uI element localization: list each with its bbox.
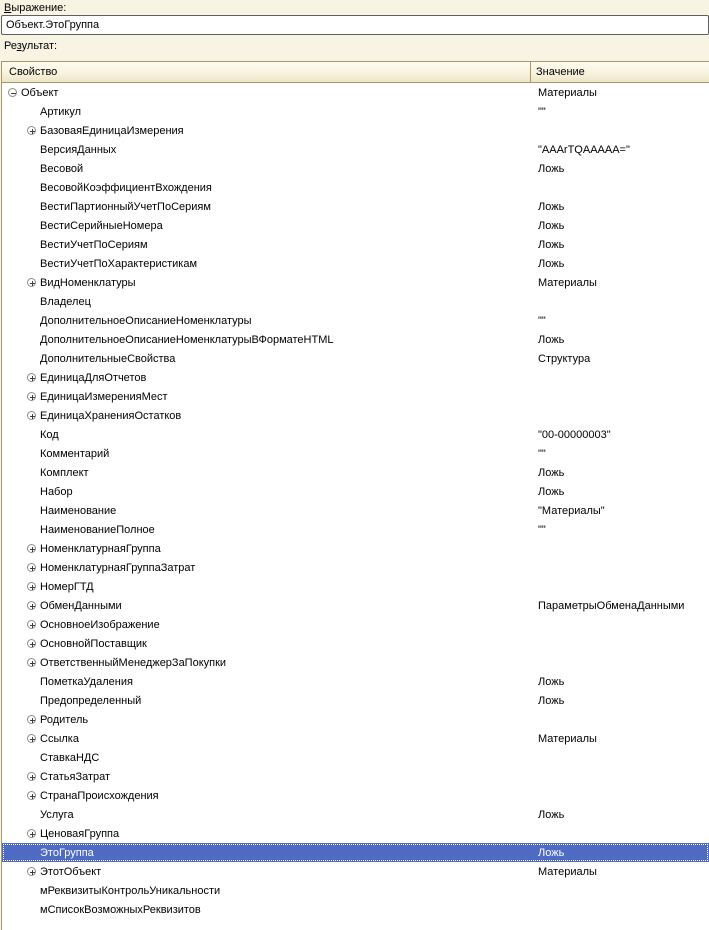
property-name: ОтветственныйМенеджерЗаПокупки — [40, 656, 227, 669]
table-row[interactable] — [2, 235, 709, 254]
value-cell: Материалы — [538, 86, 597, 99]
property-cell — [2, 349, 532, 368]
grid-body — [2, 83, 709, 930]
expand-icon[interactable] — [27, 582, 36, 591]
property-name: ВестиПартионныйУчетПоСериям — [40, 200, 211, 213]
expand-icon[interactable] — [27, 867, 36, 876]
property-name: ВесовойКоэффициентВхождения — [40, 181, 212, 194]
property-name: Артикул — [40, 105, 82, 118]
value-cell: Ложь — [538, 219, 565, 232]
table-row[interactable] — [2, 691, 709, 710]
result-property-tree — [1, 61, 709, 930]
expression-input[interactable] — [1, 15, 709, 35]
property-name: БазоваяЕдиницаИзмерения — [40, 124, 184, 137]
table-row[interactable] — [2, 615, 709, 634]
property-cell — [2, 444, 532, 463]
property-name: ЕдиницаИзмеренияМест — [40, 390, 168, 403]
value-cell: "" — [538, 523, 546, 536]
property-cell — [2, 292, 532, 311]
table-row[interactable] — [2, 539, 709, 558]
expand-icon[interactable] — [27, 829, 36, 838]
property-cell — [2, 596, 532, 615]
property-name: Родитель — [40, 713, 89, 726]
value-cell: Ложь — [538, 675, 565, 688]
expand-icon[interactable] — [27, 734, 36, 743]
table-row[interactable] — [2, 216, 709, 235]
property-cell — [2, 178, 532, 197]
property-cell — [2, 520, 532, 539]
property-name: Услуга — [40, 808, 74, 821]
table-row[interactable] — [2, 368, 709, 387]
expand-icon[interactable] — [27, 639, 36, 648]
expand-icon[interactable] — [27, 544, 36, 553]
value-cell: "" — [538, 314, 546, 327]
expand-icon[interactable] — [27, 392, 36, 401]
table-row[interactable] — [2, 330, 709, 349]
property-name: ОбменДанными — [40, 599, 122, 612]
value-cell: Ложь — [538, 694, 565, 707]
expand-icon[interactable] — [27, 601, 36, 610]
property-cell — [2, 387, 532, 406]
table-row[interactable] — [2, 83, 709, 102]
expand-icon[interactable] — [27, 411, 36, 420]
property-cell — [2, 691, 532, 710]
property-name: ВидНоменклатуры — [40, 276, 136, 289]
property-name: Комментарий — [40, 447, 110, 460]
value-cell: Ложь — [538, 485, 565, 498]
value-cell: "" — [538, 447, 546, 460]
property-name: НоменклатурнаяГруппаЗатрат — [40, 561, 196, 574]
value-cell: "Материалы" — [538, 504, 605, 517]
table-row[interactable] — [2, 482, 709, 501]
property-name: НаименованиеПолное — [40, 523, 155, 536]
column-header-property[interactable]: Свойство — [2, 62, 531, 82]
value-cell: Ложь — [538, 200, 565, 213]
property-name: СтатьяЗатрат — [40, 770, 111, 783]
table-row[interactable] — [2, 672, 709, 691]
table-row[interactable] — [2, 463, 709, 482]
property-cell — [2, 159, 532, 178]
property-name: Наименование — [40, 504, 117, 517]
collapse-icon[interactable] — [8, 88, 17, 97]
property-cell — [2, 805, 532, 824]
property-name: ВестиУчетПоСериям — [40, 238, 148, 251]
value-cell: Материалы — [538, 276, 597, 289]
value-cell: "AAArTQAAAAA=" — [538, 143, 630, 156]
table-row[interactable] — [2, 881, 709, 900]
table-row[interactable] — [2, 710, 709, 729]
column-header-value[interactable]: Значение — [536, 66, 585, 78]
table-row[interactable] — [2, 577, 709, 596]
property-name: ЕдиницаХраненияОстатков — [40, 409, 182, 422]
table-row[interactable] — [2, 596, 709, 615]
property-cell — [2, 539, 532, 558]
property-name: ОсновноеИзображение — [40, 618, 160, 631]
grid-header-row — [2, 61, 709, 83]
property-cell — [2, 729, 532, 748]
table-row[interactable] — [2, 121, 709, 140]
expression-label — [4, 2, 66, 15]
table-row[interactable] — [2, 805, 709, 824]
expand-icon[interactable] — [27, 126, 36, 135]
result-label — [4, 40, 57, 53]
property-cell — [2, 102, 532, 121]
property-name: ДополнительноеОписаниеНоменклатурыВФорматеHTML — [40, 333, 334, 346]
table-row[interactable] — [2, 311, 709, 330]
expression-input-value: Объект.ЭтоГруппа — [6, 19, 100, 31]
value-cell: Структура — [538, 352, 591, 365]
table-row[interactable] — [2, 178, 709, 197]
property-cell — [2, 406, 532, 425]
property-cell — [2, 121, 532, 140]
value-cell: Ложь — [538, 162, 565, 175]
property-cell — [2, 672, 532, 691]
result-label-text: ультат: — [21, 40, 58, 52]
property-cell — [2, 235, 532, 254]
table-row[interactable] — [2, 748, 709, 767]
table-row[interactable] — [2, 786, 709, 805]
value-cell: Ложь — [538, 238, 565, 251]
expression-label-text: ыражение: — [11, 2, 67, 14]
table-row[interactable] — [2, 254, 709, 273]
property-name: ЦеноваяГруппа — [40, 827, 120, 840]
property-cell — [2, 615, 532, 634]
table-row[interactable] — [2, 444, 709, 463]
property-cell — [2, 501, 532, 520]
table-row[interactable] — [2, 729, 709, 748]
table-row[interactable] — [2, 501, 709, 520]
table-row[interactable] — [2, 653, 709, 672]
property-name: Владелец — [40, 295, 91, 308]
table-row[interactable] — [2, 843, 709, 862]
property-name: Весовой — [40, 162, 84, 175]
property-name: ЭтотОбъект — [40, 865, 102, 878]
property-cell — [2, 786, 532, 805]
table-row[interactable] — [2, 634, 709, 653]
property-name: НоменклатурнаяГруппа — [40, 542, 161, 555]
property-cell — [2, 273, 532, 292]
property-cell — [2, 425, 532, 444]
property-name: мСписокВозможныхРеквизитов — [40, 903, 201, 916]
property-cell — [2, 748, 532, 767]
value-cell: Ложь — [538, 333, 565, 346]
table-row[interactable] — [2, 159, 709, 178]
table-row[interactable] — [2, 767, 709, 786]
property-name: СтранаПроисхождения — [40, 789, 159, 802]
expand-icon[interactable] — [27, 563, 36, 572]
expand-icon[interactable] — [27, 791, 36, 800]
property-cell — [2, 197, 532, 216]
table-row[interactable] — [2, 425, 709, 444]
table-row[interactable] — [2, 862, 709, 881]
property-name: ЭтоГруппа — [40, 846, 94, 859]
property-cell — [2, 900, 532, 919]
expand-icon[interactable] — [27, 620, 36, 629]
property-cell — [2, 767, 532, 786]
property-name: ВестиУчетПоХарактеристикам — [40, 257, 198, 270]
property-cell — [2, 862, 532, 881]
table-row[interactable] — [2, 292, 709, 311]
value-cell: Материалы — [538, 732, 597, 745]
result-label-mnemonic: з — [16, 40, 22, 52]
property-cell — [2, 843, 532, 862]
property-cell — [2, 330, 532, 349]
table-row[interactable] — [2, 558, 709, 577]
value-cell: Ложь — [538, 466, 565, 479]
property-cell — [2, 881, 532, 900]
expand-icon[interactable] — [27, 772, 36, 781]
property-cell — [2, 710, 532, 729]
property-name: Код — [40, 428, 59, 441]
result-label-pre: Ре — [4, 40, 17, 52]
property-name: НомерГТД — [40, 580, 94, 593]
value-cell: Ложь — [538, 257, 565, 270]
value-cell: "" — [538, 105, 546, 118]
value-cell: Ложь — [538, 846, 565, 859]
property-name: мРеквизитыКонтрольУникальности — [40, 884, 221, 897]
table-row[interactable] — [2, 197, 709, 216]
property-name: СтавкаНДС — [40, 751, 100, 764]
table-row[interactable] — [2, 102, 709, 121]
property-cell — [2, 824, 532, 843]
table-row[interactable] — [2, 273, 709, 292]
property-cell — [2, 634, 532, 653]
property-name: Объект — [21, 86, 59, 99]
table-row[interactable] — [2, 520, 709, 539]
property-name: ВерсияДанных — [40, 143, 117, 156]
property-name: ПометкаУдаления — [40, 675, 133, 688]
property-cell — [2, 311, 532, 330]
property-cell — [2, 482, 532, 501]
table-row[interactable] — [2, 824, 709, 843]
property-cell — [2, 368, 532, 387]
value-cell: Ложь — [538, 808, 565, 821]
property-cell — [2, 254, 532, 273]
property-name: Ссылка — [40, 732, 79, 745]
property-cell — [2, 463, 532, 482]
property-name: Предопределенный — [40, 694, 142, 707]
table-row[interactable] — [2, 349, 709, 368]
table-row[interactable] — [2, 406, 709, 425]
expand-icon[interactable] — [27, 373, 36, 382]
value-cell: Материалы — [538, 865, 597, 878]
expand-icon[interactable] — [27, 658, 36, 667]
table-row[interactable] — [2, 140, 709, 159]
property-cell — [2, 83, 532, 102]
property-name: ЕдиницаДляОтчетов — [40, 371, 147, 384]
property-cell — [2, 140, 532, 159]
table-row[interactable] — [2, 900, 709, 919]
value-cell: ПараметрыОбменаДанными — [538, 599, 685, 612]
property-cell — [2, 577, 532, 596]
property-name: ДополнительныеСвойства — [40, 352, 176, 365]
property-cell — [2, 653, 532, 672]
property-name: ДополнительноеОписаниеНоменклатуры — [40, 314, 252, 327]
property-name: Комплект — [40, 466, 89, 479]
value-cell: "00-00000003" — [538, 428, 611, 441]
property-cell — [2, 558, 532, 577]
property-cell — [2, 216, 532, 235]
expression-label-mnemonic: В — [4, 2, 12, 14]
table-row[interactable] — [2, 387, 709, 406]
property-name: Набор — [40, 485, 73, 498]
expand-icon[interactable] — [27, 278, 36, 287]
expand-icon[interactable] — [27, 715, 36, 724]
property-name: ОсновнойПоставщик — [40, 637, 147, 650]
property-name: ВестиСерийныеНомера — [40, 219, 163, 232]
